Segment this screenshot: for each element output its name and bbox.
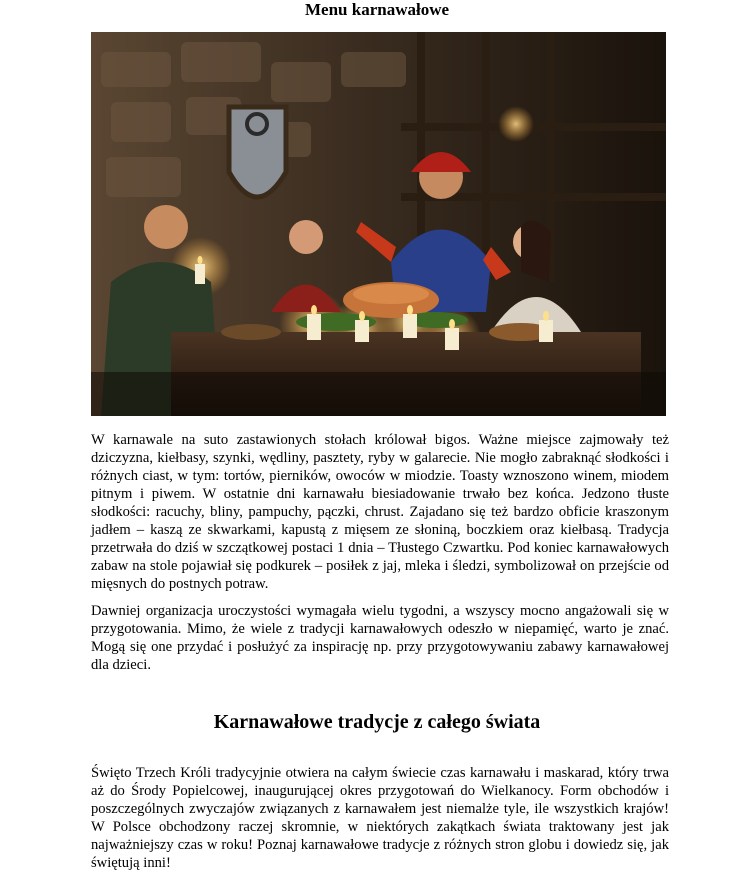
- paragraph-world-traditions: Święto Trzech Króli tradycyjnie otwiera na całym świecie czas karnawału i maskarad, który trwa aż do Środy Popielcowej, inaugurującej okres przygotowań do Wielkanocy. Form obchodów i poszczególnych zwyczajów związanych z karnawałem jest niemalże tyle, ile wszystkich krajów! W Polsce obchodzony raczej skromnie, w niektórych zakątkach świata traktowany jest jak najważniejszy czas w roku! Poznaj karnawałowe tradycje z różnych stron globu i dowiedz się, jak świętują inni!: [91, 765, 669, 871]
- paragraph-organization: Dawniej organizacja uroczystości wymagała wielu tygodni, a wszyscy mocno angażowali się w przygotowania. Mimo, że wiele z tradycji karnawałowych odeszło w niepamięć, warto je znać. Mogą się one przydać i posłużyć za inspirację np. przy przygotowywaniu zabawy karnawałowej dla dzieci.: [91, 603, 669, 673]
- paragraph-carnival-menu: W karnawale na suto zastawionych stołach królował bigos. Ważne miejsce zajmowały też dziczyzna, kiełbasy, szynki, wędliny, pasztety, ryby w galarecie. Nie mogło zabraknąć słodkości i różnych ciast, w tym: tortów, pierników, owoców w miodzie. Toasty wznoszono winem, miodem pitnym i piwem. W ostatnie dni karnawału biesiadowanie trwało bez końca. Jedzono tłuste słodkości: racuchy, bliny, pampuchy, pączki, chrust. Zajadano się też bardzo obficie kraszonym jadłem – kaszą ze skwarkami, kapustą z mięsem ze słoniną, boczkiem oraz kiełbasą. Tradycja przetrwała do dziś w szczątkowej postaci 1 dnia – Tłustego Czwartku. Pod koniec karnawałowych zabaw na stole pojawiał się podkurek – posiłek z jaj, mleka i śledzi, symbolizował on przejście od mięsnych do postnych potraw.: [91, 432, 669, 592]
- page-title: Menu karnawałowe: [304, 0, 450, 19]
- medieval-feast-photo: [91, 32, 666, 416]
- section-title: Karnawałowe tradycje z całego świata: [213, 711, 541, 733]
